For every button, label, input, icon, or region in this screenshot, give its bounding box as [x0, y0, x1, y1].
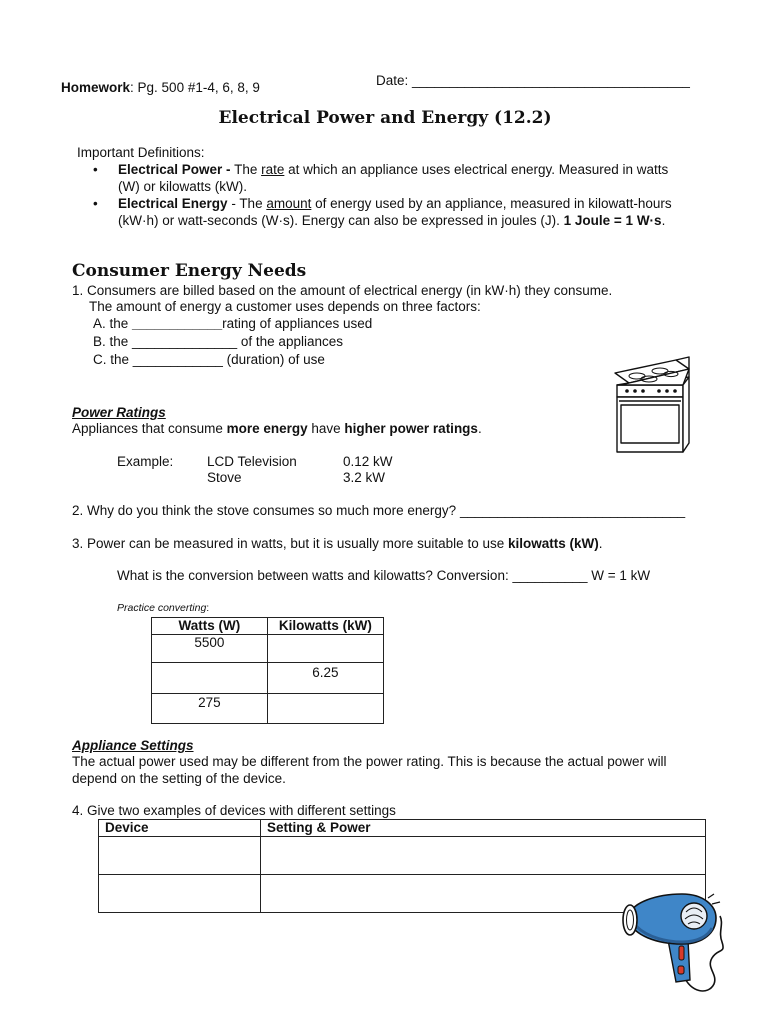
conversion-blank[interactable]: __________ [512, 568, 588, 583]
factor-blank[interactable]: ______________ [132, 334, 238, 349]
table-header: Setting & Power [261, 820, 706, 837]
factor-text: of the appliances [237, 334, 343, 349]
definition-text: The [230, 162, 262, 177]
bullet-icon: • [93, 196, 98, 211]
question-text: . [598, 536, 603, 551]
question-text: W = 1 kW [587, 568, 651, 583]
table-cell[interactable] [261, 837, 706, 875]
consumer-heading: Consumer Energy Needs [72, 261, 307, 281]
definition-energy [118, 196, 718, 229]
appliance-settings-heading: Appliance Settings [72, 738, 194, 753]
example-label: Example: [117, 454, 174, 469]
hair-dryer-icon [618, 884, 730, 1004]
question-text: 3. Power can be measured in watts, but it is usually more suitable to use [72, 536, 508, 551]
text: have [307, 421, 345, 436]
question-2 [72, 503, 685, 518]
factor-b [93, 334, 343, 349]
example-power: 3.2 kW [343, 470, 386, 485]
text: Appliances that consume [72, 421, 227, 436]
factor-a [93, 316, 372, 331]
table-header: Device [99, 820, 261, 837]
question-4: 4. Give two examples of devices with different settings [72, 803, 396, 818]
emphasis: kilowatts (kW) [507, 536, 599, 551]
factor-label: C. the [93, 352, 133, 367]
factor-label: A. the [93, 316, 133, 331]
page-title: Electrical Power and Energy (12.2) [218, 108, 552, 128]
definitions-heading: Important Definitions: [77, 145, 205, 160]
definition-text: at which an appliance uses electrical energy. Measured in watts [284, 162, 669, 177]
joule-equation: 1 Joule = 1 W·s [563, 212, 662, 228]
power-ratings-heading: Power Ratings [72, 405, 166, 420]
question-1-sub: The amount of energy a customer uses depends on three factors: [89, 299, 481, 314]
homework-text: : Pg. 500 #1-4, 6, 8, 9 [130, 80, 260, 95]
definition-text: - The [227, 196, 267, 211]
factor-text: (duration) of use [222, 352, 325, 367]
factor-label: B. the [93, 334, 133, 349]
question-3 [72, 536, 603, 551]
practice-label [117, 602, 209, 614]
definition-text: . [661, 212, 666, 228]
stove-icon [605, 355, 697, 455]
power-ratings-text [72, 421, 482, 436]
devices-table [98, 819, 706, 913]
definition-key-word: rate [261, 162, 285, 177]
factor-blank[interactable]: ____________ [132, 316, 223, 331]
practice-table [151, 617, 384, 724]
factor-text: rating of appliances used [222, 316, 373, 331]
definition-term: Electrical Energy [118, 196, 228, 211]
answer-blank[interactable]: ______________________________ [459, 503, 686, 518]
table-cell[interactable]: 6.25 [267, 663, 383, 694]
definition-key-word: amount [266, 196, 312, 211]
table-cell[interactable] [99, 875, 261, 913]
example-device: LCD Television [207, 454, 297, 469]
table-header: Kilowatts (kW) [267, 618, 383, 635]
homework-line [61, 80, 260, 95]
conversion-question [117, 568, 650, 583]
definition-power [118, 162, 708, 195]
factor-c [93, 352, 325, 367]
date-blank[interactable]: _____________________________________ [412, 73, 690, 88]
table-cell[interactable]: 275 [152, 694, 268, 724]
bullet-icon: • [93, 162, 98, 177]
homework-label: Homework [61, 80, 131, 95]
emphasis: more energy [226, 421, 308, 436]
example-device: Stove [207, 470, 242, 485]
date-label: Date: [376, 73, 413, 88]
definition-text: (W) or kilowatts (kW). [118, 178, 247, 194]
table-cell[interactable] [267, 635, 383, 663]
definition-term: Electrical Power - [118, 162, 231, 177]
table-header: Watts (W) [152, 618, 268, 635]
practice-label-colon: : [206, 602, 210, 614]
example-power: 0.12 kW [343, 454, 393, 469]
practice-label-text: Practice converting [117, 602, 207, 614]
date-field[interactable] [376, 73, 690, 88]
question-text: 2. Why do you think the stove consumes so much more energy? [72, 503, 460, 518]
table-cell[interactable] [152, 663, 268, 694]
appliance-settings-line: The actual power used may be different from the power rating. This is because the actual power will [72, 754, 667, 769]
question-1: 1. Consumers are billed based on the amount of electrical energy (in kW·h) they consume. [72, 283, 613, 298]
question-text: What is the conversion between watts and kilowatts? Conversion: [117, 568, 513, 583]
factor-blank[interactable]: ____________ [132, 352, 223, 367]
table-cell[interactable] [267, 694, 383, 724]
definition-text: of energy used by an appliance, measured in kilowatt-hours [311, 196, 672, 211]
text: . [477, 421, 482, 436]
table-cell[interactable] [99, 837, 261, 875]
table-cell[interactable]: 5500 [152, 635, 268, 663]
appliance-settings-line: depend on the setting of the device. [72, 771, 286, 786]
definition-text: (kW·h) or watt-seconds (W·s). Energy can also be expressed in joules (J). [118, 212, 564, 228]
emphasis: higher power ratings [344, 421, 478, 436]
